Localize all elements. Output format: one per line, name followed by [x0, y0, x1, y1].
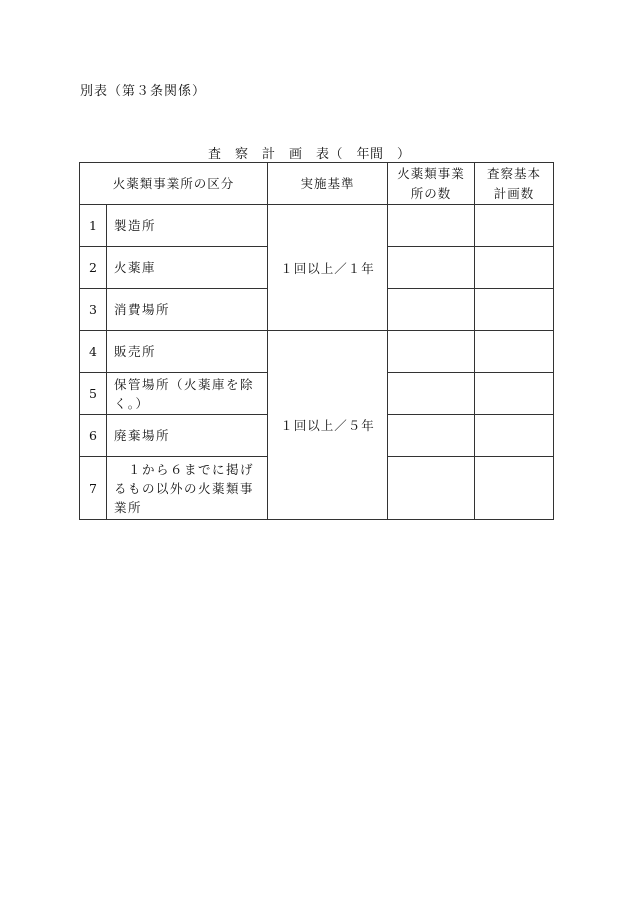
row-category: 消費場所	[107, 289, 268, 331]
row-category: １から６までに掲げるもの以外の火薬類事業所	[107, 457, 268, 520]
row-number: 2	[80, 247, 107, 289]
facility-count-cell	[388, 331, 475, 373]
facility-count-cell	[388, 289, 475, 331]
header-facility-count: 火薬類事業 所の数	[388, 163, 475, 205]
header-category: 火薬類事業所の区分	[80, 163, 268, 205]
table-row	[80, 331, 554, 373]
plan-count-cell	[475, 205, 554, 247]
plan-count-cell	[475, 373, 554, 415]
row-number: 3	[80, 289, 107, 331]
row-category: 廃棄場所	[107, 415, 268, 457]
plan-count-cell	[475, 331, 554, 373]
facility-count-cell	[388, 205, 475, 247]
row-category: 火薬庫	[107, 247, 268, 289]
facility-count-cell	[388, 373, 475, 415]
facility-count-cell	[388, 247, 475, 289]
row-number: 6	[80, 415, 107, 457]
facility-count-cell	[388, 457, 475, 520]
row-number: 4	[80, 331, 107, 373]
inspection-plan-table	[79, 162, 554, 520]
table-caption: 査 察 計 画 表（ 年間 ）	[208, 147, 411, 162]
row-category: 販売所	[107, 331, 268, 373]
plan-count-cell	[475, 247, 554, 289]
page-heading: 別表（第３条関係）	[80, 84, 207, 99]
plan-count-cell	[475, 457, 554, 520]
row-number: 1	[80, 205, 107, 247]
header-standard: 実施基準	[268, 163, 388, 205]
row-number: 7	[80, 457, 107, 520]
standard-group-1: １回以上／１年	[268, 205, 388, 331]
row-category: 製造所	[107, 205, 268, 247]
facility-count-cell	[388, 415, 475, 457]
plan-count-cell	[475, 415, 554, 457]
row-number: 5	[80, 373, 107, 415]
table-row	[80, 205, 554, 247]
row-category: 保管場所（火薬庫を除く。）	[107, 373, 268, 415]
standard-group-2: １回以上／５年	[268, 331, 388, 520]
header-row	[80, 163, 554, 205]
plan-count-cell	[475, 289, 554, 331]
header-plan-count: 査察基本 計画数	[475, 163, 554, 205]
